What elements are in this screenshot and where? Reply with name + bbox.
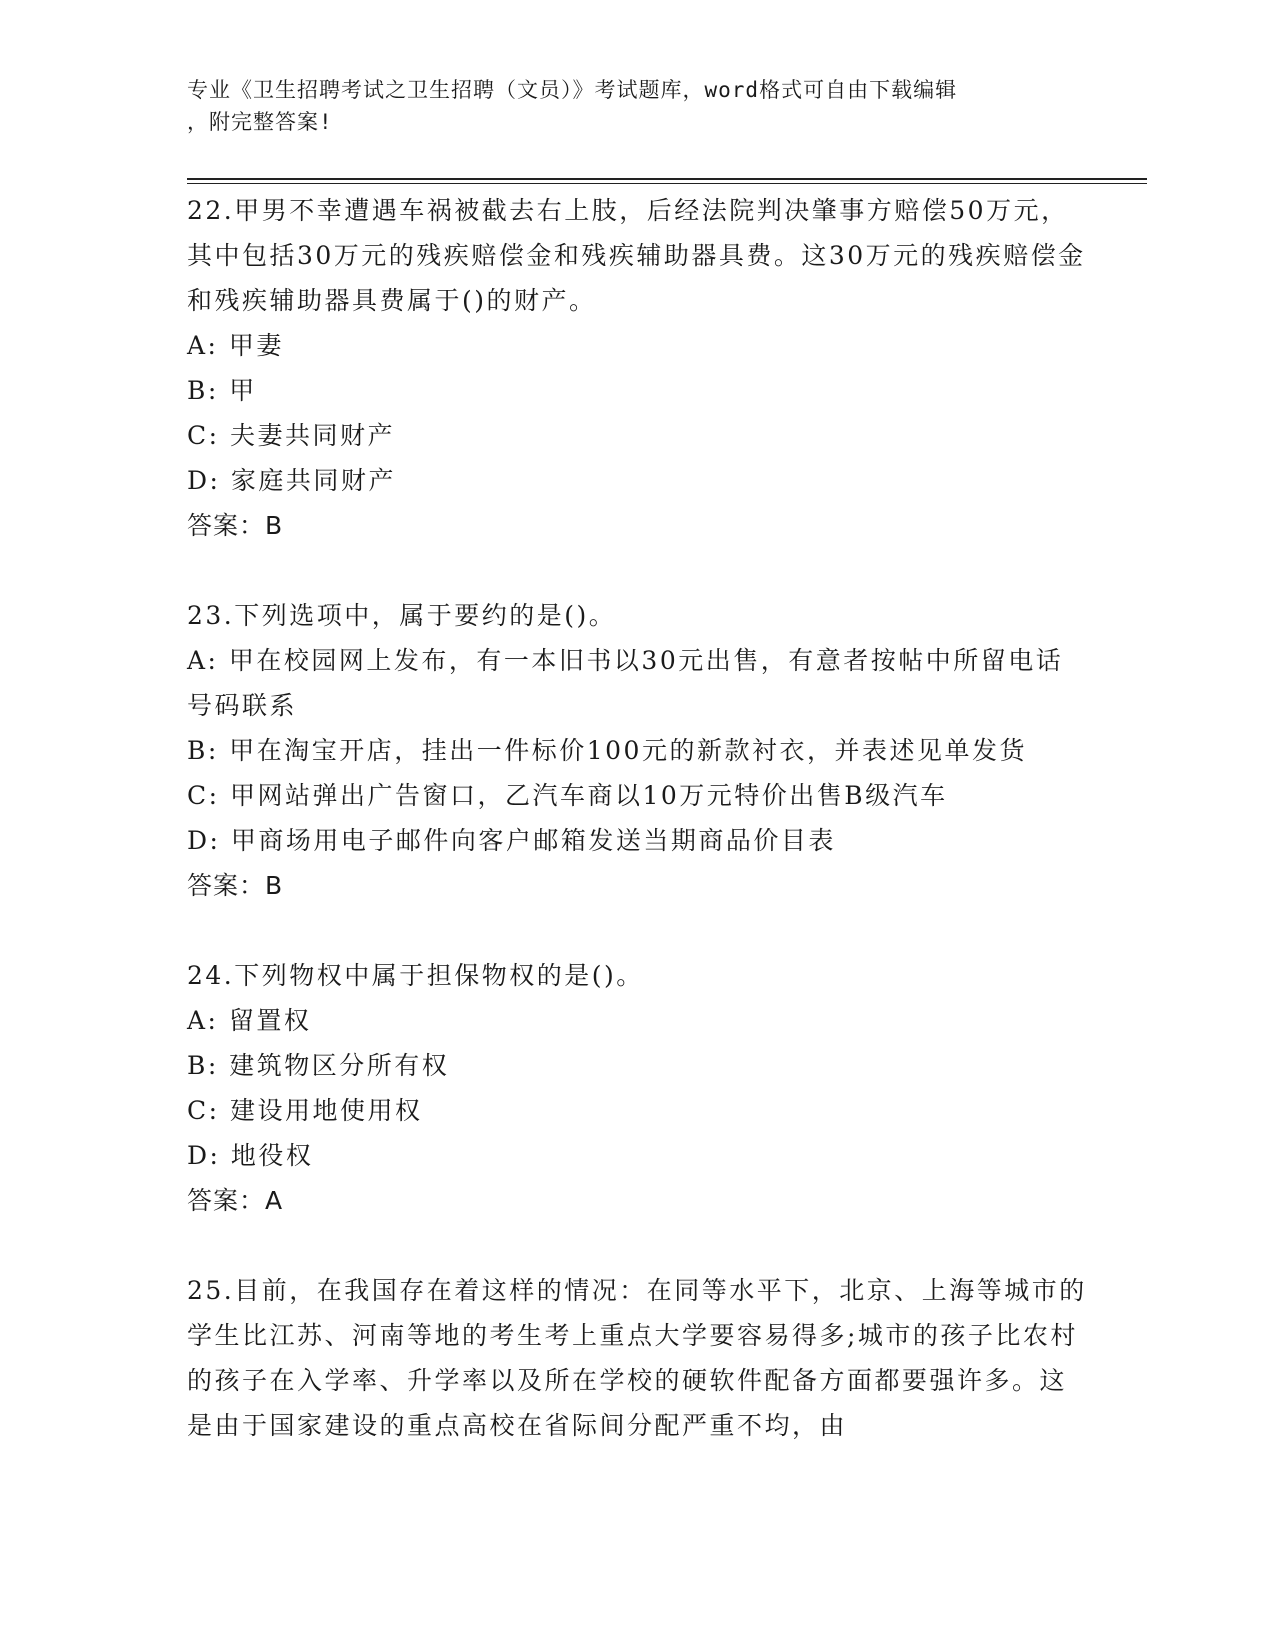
questions-container bbox=[187, 188, 1087, 1470]
option-a: A: 甲在校园网上发布，有一本旧书以30元出售，有意者按帖中所留电话号码联系 bbox=[187, 646, 1064, 720]
answer: 答案：B bbox=[187, 511, 284, 540]
document-header bbox=[187, 74, 1067, 138]
option-d: D: 家庭共同财产 bbox=[187, 466, 396, 495]
answer: 答案：A bbox=[187, 1186, 284, 1215]
answer: 答案：B bbox=[187, 871, 284, 900]
option-b: B: 甲 bbox=[187, 376, 257, 405]
header-line-1: 专业《卫生招聘考试之卫生招聘（文员）》考试题库，word格式可自由下载编辑 bbox=[187, 78, 958, 102]
question-text: 24.下列物权中属于担保物权的是()。 bbox=[187, 961, 644, 990]
option-b: B: 建筑物区分所有权 bbox=[187, 1051, 450, 1080]
question-24 bbox=[187, 953, 1087, 1223]
question-23 bbox=[187, 593, 1087, 908]
option-c: C: 建设用地使用权 bbox=[187, 1096, 423, 1125]
option-b: B: 甲在淘宝开店，挂出一件标价100元的新款衬衣，并表述见单发货 bbox=[187, 736, 1027, 765]
question-text: 25.目前，在我国存在着这样的情况：在同等水平下，北京、上海等城市的学生比江苏、河南等地的考生考上重点大学要容易得多;城市的孩子比农村的孩子在入学率、升学率以及所在学校的硬软件配备方面都要强许多。这是由于国家建设的重点高校在省际间分配严重不均，由 bbox=[187, 1276, 1087, 1440]
question-text: 23.下列选项中，属于要约的是()。 bbox=[187, 601, 617, 630]
question-text: 22.甲男不幸遭遇车祸被截去右上肢，后经法院判决肇事方赔偿50万元，其中包括30万元的残疾赔偿金和残疾辅助器具费。这30万元的残疾赔偿金和残疾辅助器具费属于()的财产。 bbox=[187, 196, 1086, 315]
option-d: D: 地役权 bbox=[187, 1141, 314, 1170]
header-divider-thin bbox=[187, 183, 1147, 184]
header-line-2: ，附完整答案! bbox=[187, 110, 333, 134]
option-d: D: 甲商场用电子邮件向客户邮箱发送当期商品价目表 bbox=[187, 826, 836, 855]
question-25 bbox=[187, 1268, 1087, 1448]
header-divider-thick bbox=[187, 178, 1147, 180]
option-a: A: 留置权 bbox=[187, 1006, 312, 1035]
option-c: C: 甲网站弹出广告窗口，乙汽车商以10万元特价出售B级汽车 bbox=[187, 781, 948, 810]
option-a: A: 甲妻 bbox=[187, 331, 284, 360]
question-22 bbox=[187, 188, 1087, 548]
option-c: C: 夫妻共同财产 bbox=[187, 421, 395, 450]
